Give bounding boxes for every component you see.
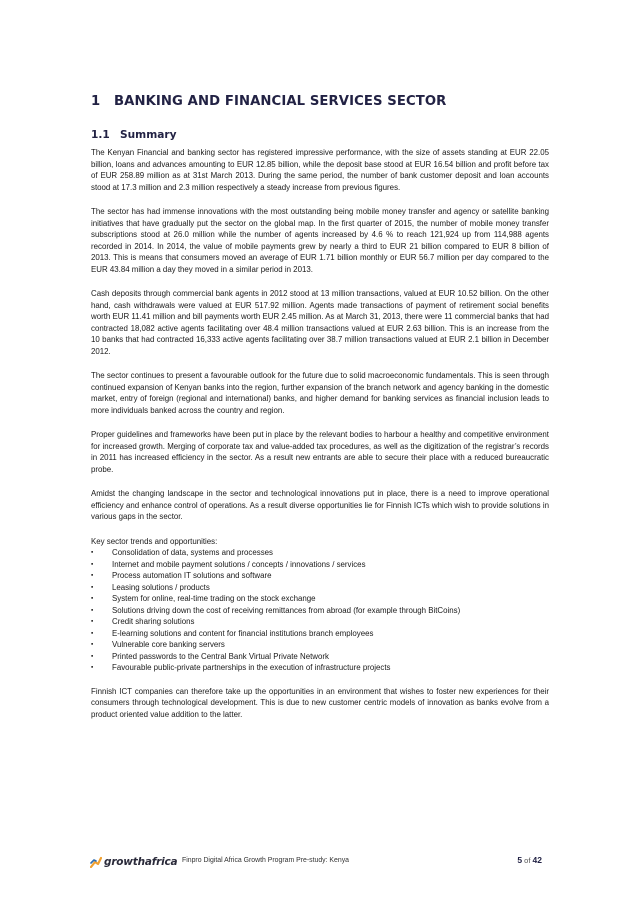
page-total: 42	[532, 855, 542, 865]
list-item	[91, 662, 549, 674]
bullet-icon: ▪	[91, 606, 94, 614]
paragraph: The Kenyan Financial and banking sector has registered impressive performance, with the size of assets standing at EUR 22.05 billion, loans and advances amounting to EUR 12.85 billion, while the deposit base stood at EUR 16.54 billion and profit before tax of EUR 258.89 million as at 31st March 2013. During the same period, the number of bank customer deposit and loan accounts stood at 17.3 million and 2.3 million respectively a steady increase from previous figures.	[91, 148, 549, 192]
list-item	[91, 639, 549, 651]
list-item	[91, 582, 549, 594]
list-item-text: Process automation IT solutions and software	[112, 571, 272, 580]
list-item-text: Favourable public-private partnerships in the execution of infrastructure projects	[112, 663, 391, 672]
list-item	[91, 616, 549, 628]
bullet-icon: ▪	[91, 549, 94, 556]
bullet-icon: ▪	[91, 560, 94, 568]
page-of: of	[524, 856, 531, 865]
bullet-icon: ▪	[91, 664, 94, 671]
list-item-text: Leasing solutions / products	[112, 582, 210, 592]
bullet-icon: ▪	[91, 641, 94, 648]
list-item-text: Internet and mobile payment solutions / concepts / innovations / services	[112, 559, 366, 569]
list-item	[91, 559, 549, 571]
paragraph: The sector has had immense innovations with the most outstanding being mobile money transfer and agency or satellite banking initiatives that have gradually put the sector on the global map. In the first quarter of 2015, the number of mobile money transfer subscriptions stood at 26.0 million while the number of agents increased by 4.6 % to reach 121,924 up from 114,988 agents recorded in 2014. In 2014, the value of mobile payments grew by nearly a third to EUR 21 billion compared to EUR 8 billion of 2013. This is means that consumers moved an average of EUR 1.71 billion monthly or EUR 56.7 million per day compared to the EUR 43.84 million a day they moved in a similar period in 2013.	[91, 207, 549, 274]
page-footer	[90, 854, 550, 870]
subsection-number: 1.1	[91, 129, 110, 141]
page-content	[91, 94, 549, 733]
bullet-icon: ▪	[91, 583, 94, 591]
list-item	[91, 605, 549, 617]
list-item	[91, 547, 549, 559]
paragraph: The sector continues to present a favourable outlook for the future due to solid macroeconomic fundamentals. This is seen through continued expansion of Kenyan banks into the region, further expansion of the branch network and agency banking in the domestic market, entry of foreign (regional and international) banks, and higher demand for banking services as financial inclusion leads to more individuals banked across the country and region.	[91, 371, 549, 415]
list-item	[91, 628, 549, 640]
section-heading	[91, 94, 549, 109]
list-item-text: Printed passwords to the Central Bank Virtual Private Network	[112, 651, 329, 661]
list-item	[91, 651, 549, 663]
list-item-text: Consolidation of data, systems and processes	[112, 548, 273, 557]
list-item-text: E-learning solutions and content for financial institutions branch employees	[112, 628, 374, 638]
page-number	[517, 855, 542, 865]
list-item-text: Vulnerable core banking servers	[112, 640, 225, 649]
list-item-text: Credit sharing solutions	[112, 617, 195, 626]
growthafrica-logo	[90, 854, 177, 870]
list-item	[91, 593, 549, 605]
paragraph: Cash deposits through commercial bank agents in 2012 stood at 13 million transactions, valued at EUR 10.52 billion. On the other hand, cash withdrawals were valued at EUR 517.92 million. Agents made transactions of payment of retirement social benefits worth EUR 11.41 million and bill payments worth EUR 2.45 million. As at March 31, 2013, there were 11 commercial banks that had contracted 18,082 active agents facilitating over 48.4 million transactions valued at EUR 2.63 billion. This is an increase from the 10 banks that had contracted 16,333 active agents facilitating over 38.7 million transactions valued at EUR 2.1 billion in December 2012.	[91, 289, 549, 356]
logo-text: growthafrica	[104, 856, 178, 868]
page-current: 5	[517, 855, 523, 865]
subsection-title: Summary	[120, 129, 177, 141]
trends-list	[91, 547, 549, 674]
bullet-icon: ▪	[91, 629, 94, 637]
footer-title: Finpro Digital Africa Growth Program Pre-study: Kenya	[182, 857, 349, 864]
subsection-heading	[91, 129, 549, 141]
section-title: BANKING AND FINANCIAL SERVICES SECTOR	[114, 94, 447, 109]
bullet-icon: ▪	[91, 652, 94, 660]
growthafrica-logo-icon	[90, 856, 102, 868]
list-item-text: System for online, real-time trading on the stock exchange	[112, 594, 316, 603]
paragraph: Amidst the changing landscape in the sector and technological innovations put in place, there is a need to improve operational efficiency and enhance control of operations. As a result diverse opportunities lie for Finnish ICTs which wish to provide solutions in various gaps in the sector.	[91, 489, 549, 521]
paragraph: Proper guidelines and frameworks have been put in place by the relevant bodies to harbour a healthy and competitive environment for increased growth. Merging of corporate tax and value-added tax procedures, as well as the digitization of the registrar’s records in 2011 has increased efficiency in the sector. As a result new entrants are able to secure their place with a reduced bureaucratic probe.	[91, 430, 549, 474]
section-number: 1	[91, 94, 101, 109]
bullet-icon: ▪	[91, 595, 94, 602]
list-item	[91, 570, 549, 582]
list-item-text: Solutions driving down the cost of receiving remittances from abroad (for example through BitCoins)	[112, 605, 461, 615]
trends-lead: Key sector trends and opportunities:	[91, 536, 218, 546]
bullet-icon: ▪	[91, 618, 94, 625]
bullet-icon: ▪	[91, 572, 94, 579]
closing-paragraph: Finnish ICT companies can therefore take up the opportunities in an environment that wishes to foster new experiences for their consumers through technological development. This is due to new customer centric models of innovation as banks evolve from a product oriented value addition to the latter.	[91, 686, 549, 719]
